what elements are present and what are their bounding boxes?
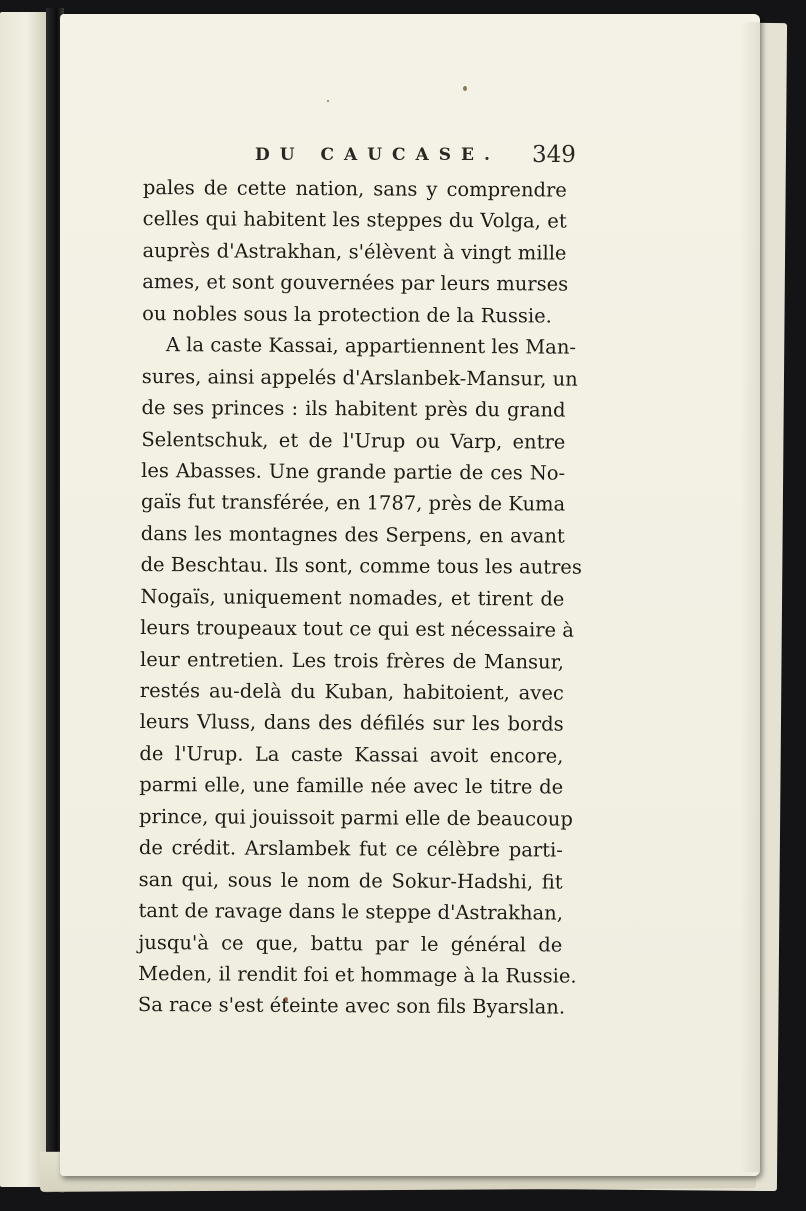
running-head-title: DU CAUCASE. bbox=[255, 145, 500, 165]
text-line: parmi elle, une famille née avec le titre de bbox=[139, 773, 564, 799]
text-line: san qui, sous le nom de Sokur-Hadshi, fit bbox=[138, 867, 563, 894]
text-line: ou nobles sous la protection de la Russie. bbox=[142, 301, 552, 328]
text-line: jusqu'à ce que, battu par le général de bbox=[138, 930, 563, 957]
text-line: de Beschtau. Ils sont, comme tous les autres bbox=[140, 553, 582, 579]
text-line: Selentschuk, et de l'Urup ou Varp, entre bbox=[141, 427, 566, 454]
text-line: gaïs fut transférée, en 1787, près de Kuma bbox=[140, 490, 566, 516]
text-line: tant de ravage dans le steppe d'Astrakhan, bbox=[138, 899, 564, 925]
text-line: sures, ainsi appelés d'Arslanbek-Mansur, un bbox=[141, 364, 578, 391]
text-line: dans les montagnes des Serpens, en avant bbox=[140, 521, 565, 548]
text-line: Sa race s'est éteinte avec son fils Byarslan. bbox=[137, 993, 566, 1019]
text-line: Meden, il rendit foi et hommage à la Russie. bbox=[138, 961, 577, 988]
text-line: de crédit. Arslambek fut ce célèbre parti- bbox=[138, 836, 563, 862]
page-right-edge bbox=[740, 22, 760, 1172]
paper-speck bbox=[327, 100, 329, 102]
text-line: A la caste Kassai, appartiennent les Man- bbox=[165, 333, 577, 359]
text-line: celles qui habitent les steppes du Volga, et bbox=[142, 207, 567, 234]
left-page-edge bbox=[0, 12, 48, 1187]
text-line: leurs troupeaux tout ce qui est nécessaire à bbox=[140, 616, 575, 642]
text-line: Nogaïs, uniquement nomades, et tirent de bbox=[140, 584, 565, 611]
page-number: 349 bbox=[532, 142, 576, 168]
text-line: leurs Vluss, dans des défilés sur les bords bbox=[139, 710, 564, 737]
body-text bbox=[137, 172, 582, 1023]
text-line: restés au-delà du Kuban, habitoient, avec bbox=[139, 678, 564, 705]
text-line: prince, qui jouissoit parmi elle de beaucoup bbox=[138, 804, 573, 831]
text-line: les Abasses. Une grande partie de ces No- bbox=[141, 458, 566, 485]
text-line: de l'Urup. La caste Kassai avoit encore, bbox=[139, 741, 564, 768]
text-line: pales de cette nation, sans y comprendre bbox=[142, 175, 567, 202]
text-line: auprès d'Astrakhan, s'élèvent à vingt mille bbox=[142, 238, 567, 265]
text-line: ames, et sont gouvernées par leurs murses bbox=[142, 270, 569, 296]
text-line: leur entretien. Les trois frères de Mansur, bbox=[139, 647, 565, 674]
paper-speck bbox=[463, 86, 467, 91]
text-line: de ses princes : ils habitent près du grand bbox=[141, 396, 566, 422]
